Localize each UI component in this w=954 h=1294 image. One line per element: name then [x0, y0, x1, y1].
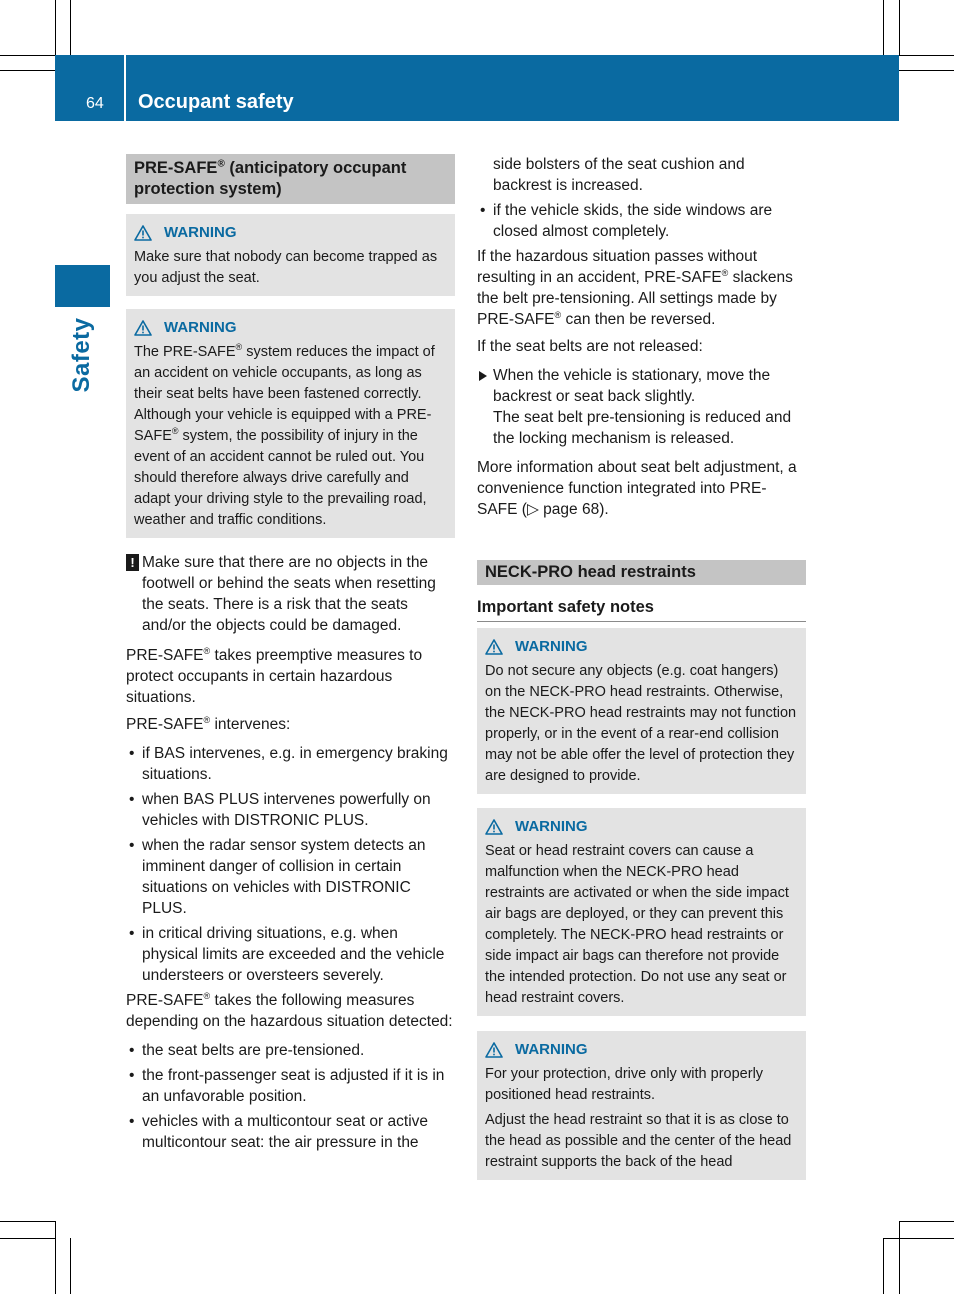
page-number: 64 — [86, 95, 104, 112]
list-item: • in critical driving situations, e.g. when physical limits are exceeded and the vehicle understeers or oversteers severely. — [126, 923, 455, 986]
exclamation-icon: ! — [126, 554, 139, 571]
paragraph: If the seat belts are not released: — [477, 338, 703, 355]
warning-header: WARNING — [134, 317, 447, 338]
crop-mark — [883, 1238, 884, 1294]
crop-mark — [55, 1221, 56, 1294]
list-item: • the front-passenger seat is adjusted if it is in an unfavorable position. — [126, 1065, 455, 1107]
warning-box — [477, 628, 806, 794]
list-item: • if the vehicle skids, the side windows are closed almost completely. — [477, 200, 806, 242]
paragraph: PRE-SAFE® takes preemptive measures to protect occupants in certain hazardous situations. — [126, 645, 423, 706]
warning-header: WARNING — [485, 636, 798, 657]
list-item: • vehicles with a multicontour seat or active multicontour seat: the air pressure in the — [126, 1111, 455, 1153]
warning-text: Seat or head restraint covers can cause a malfunction when the NECK-PRO head restraints are activated or when the side impact air bags are deployed, or they can prevent this completely. The NECK-PRO head restraints or side impact air bags can therefore not provide the intended protection. Do not use any seat or head restraint covers. — [485, 843, 789, 1006]
crop-mark — [0, 55, 55, 56]
crop-mark — [899, 55, 954, 56]
warning-text: For your protection, drive only with properly positioned head restraints. — [485, 1066, 764, 1103]
warning-triangle-icon — [134, 320, 152, 336]
warning-box — [477, 808, 806, 1016]
crop-mark — [55, 0, 56, 55]
list-item: • when BAS PLUS intervenes powerfully on vehicles with DISTRONIC PLUS. — [126, 789, 455, 831]
list-item: • the seat belts are pre-tensioned. — [126, 1040, 455, 1061]
warning-header: WARNING — [485, 1039, 798, 1060]
warning-box — [477, 1031, 806, 1180]
crop-mark — [899, 1221, 954, 1222]
measures-list — [126, 1040, 455, 1153]
warning-triangle-icon — [134, 225, 152, 241]
warning-box — [126, 309, 455, 538]
crop-mark — [899, 1221, 900, 1294]
left-column — [126, 154, 455, 1157]
sub-heading: Important safety notes — [477, 597, 806, 622]
warning-text: The PRE-SAFE® system reduces the impact of an accident on vehicle occupants, as long as their seat belts have been fastened correctly. Although your vehicle is equipped with a PRE-SAFE® system, the possibility of injury in the event of an accident cannot be ruled out. You should therefore always drive carefully and adapt your driving style to the prevailing road, weather and traffic conditions. — [134, 342, 435, 528]
list-continuation: side bolsters of the seat cushion and backrest is increased. — [493, 156, 745, 194]
page-title: Occupant safety — [138, 91, 294, 113]
intervention-list — [126, 743, 455, 986]
list-item: • if BAS intervenes, e.g. in emergency braking situations. — [126, 743, 455, 785]
section-tab-marker — [55, 265, 110, 307]
section-heading-pre-safe: PRE-SAFE® (anticipatory occupant protection system) — [126, 154, 455, 204]
warning-triangle-icon — [485, 1042, 503, 1058]
warning-box — [126, 214, 455, 296]
section-tab-label: Safety — [68, 317, 95, 393]
step-result: The seat belt pre-tensioning is reduced and the locking mechanism is released. — [493, 409, 792, 447]
warning-text: Do not secure any objects (e.g. coat hangers) on the NECK-PRO head restraints. Otherwise, the NECK-PRO head restraints may not function properly, or in the event of a rear-end collision may not be able offer the level of protection they are designed to provide. — [485, 663, 797, 784]
paragraph: PRE-SAFE® takes the following measures depending on the hazardous situation detected: — [126, 990, 453, 1030]
crop-mark — [883, 1238, 954, 1239]
right-column — [477, 154, 806, 1180]
paragraph: If the hazardous situation passes without resulting in an accident, PRE-SAFE® slackens the belt pre-tensioning. All settings made by PRE-SAFE® can then be reversed. — [477, 248, 793, 328]
step-arrow-icon — [479, 371, 487, 381]
warning-header: WARNING — [134, 222, 447, 243]
measures-list-continued — [477, 200, 806, 242]
warning-header: WARNING — [485, 816, 798, 837]
warning-triangle-icon — [485, 819, 503, 835]
list-item: • when the radar sensor system detects an imminent danger of collision in certain situations on vehicles with DISTRONIC PLUS. — [126, 835, 455, 919]
paragraph: PRE-SAFE® intervenes: — [126, 714, 291, 733]
crop-mark — [70, 1238, 71, 1294]
crop-mark — [883, 0, 884, 55]
crop-mark — [70, 0, 71, 55]
warning-text: Adjust the head restraint so that it is as close to the head as possible and the center of the head restraint supports the back of the head — [485, 1112, 792, 1170]
header-divider — [124, 55, 126, 121]
paragraph: More information about seat belt adjustment, a convenience function integrated into PRE-SAFE (▷ page 68). — [477, 459, 797, 518]
crop-mark — [0, 1238, 55, 1239]
crop-mark — [899, 0, 900, 55]
section-heading-neck-pro: NECK-PRO head restraints — [477, 560, 806, 585]
crop-mark — [0, 70, 55, 71]
warning-triangle-icon — [485, 639, 503, 655]
warning-text: Make sure that nobody can become trapped as you adjust the seat. — [134, 249, 438, 286]
instruction-step: When the vehicle is stationary, move the backrest or seat back slightly. The seat belt pre-tensioning is reduced and the locking mechanism is released. — [477, 365, 806, 449]
damage-notice: ! Make sure that there are no objects in the footwell or behind the seats when resetting the seats. There is a risk that the seats and/or the objects could be damaged. — [126, 552, 455, 636]
crop-mark — [0, 1221, 55, 1222]
crop-mark — [899, 70, 954, 71]
